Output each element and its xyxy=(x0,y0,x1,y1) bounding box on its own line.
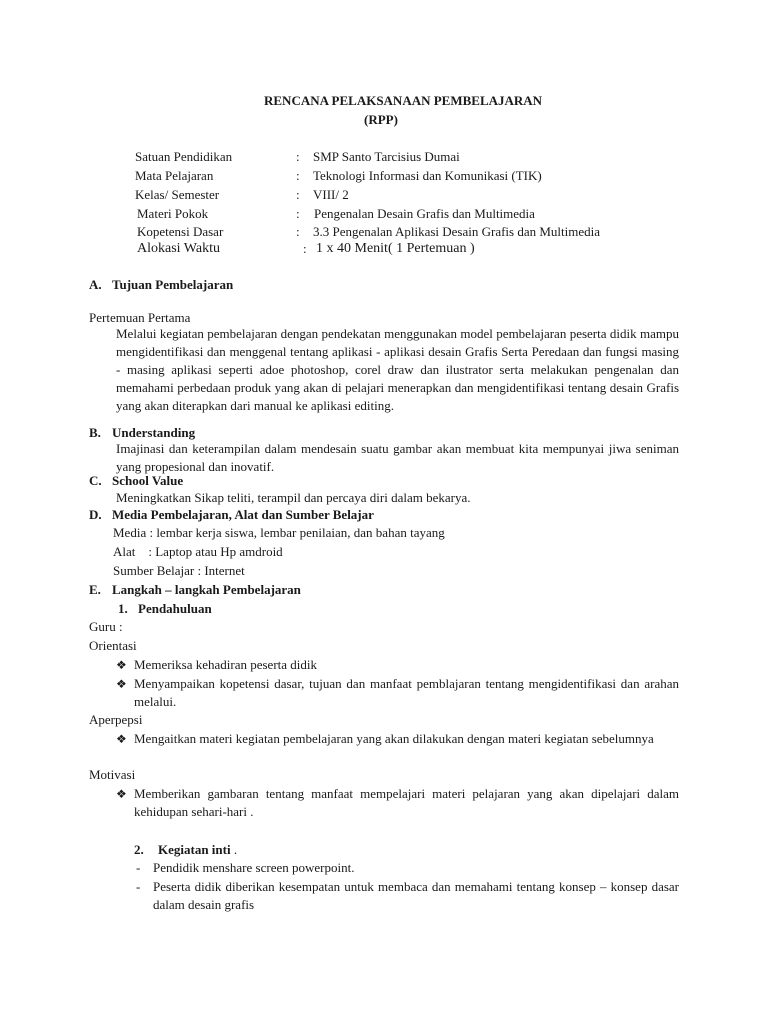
section-c-body: Meningkatkan Sikap teliti, terampil dan percaya diri dalam bekarya. xyxy=(116,490,471,505)
section-d-heading: Media Pembelajaran, Alat dan Sumber Belajar xyxy=(112,507,374,522)
identity-label: Kopetensi Dasar xyxy=(137,224,224,239)
identity-colon: : xyxy=(296,187,300,202)
section-a-sub: Pertemuan Pertama xyxy=(89,310,191,325)
section-c-heading: School Value xyxy=(112,473,184,488)
section-a-letter: A. xyxy=(89,277,102,292)
step2-suffix: . xyxy=(230,842,238,857)
aperpepsi-label: Aperpepsi xyxy=(89,712,143,727)
section-a-body: Melalui kegiatan pembelajaran dengan pendekatan menggunakan model pembelajaran peserta didik mampu mengidentifikasi dan menggenal tentang aplikasi - aplikasi desain Grafis Serta Peredaan dan fungsi masing - masing aplikasi seperti adoe photoshop, corel draw dan ilustrator serta melakukan pengenalan dan memahami perbedaan produk yang akan di pelajari menerapkan dan mengidentifikasi tentang desain Grafis yang akan diterapkan dari manual ke aplikasi editing. xyxy=(116,326,679,413)
inti-item: Pendidik menshare screen powerpoint. xyxy=(153,860,355,875)
identity-value: Pengenalan Desain Grafis dan Multimedia xyxy=(314,206,535,221)
document-subtitle: (RPP) xyxy=(364,112,398,127)
motivasi-label: Motivasi xyxy=(89,767,136,782)
section-e-heading: Langkah – langkah Pembelajaran xyxy=(112,582,301,597)
step2-title-wrap xyxy=(158,841,237,859)
step2-title: Kegiatan inti xyxy=(158,842,231,857)
section-b-letter: B. xyxy=(89,425,101,440)
dash-bullet: - xyxy=(136,860,141,875)
section-d-alat: Alat : Laptop atau Hp amdroid xyxy=(113,544,283,559)
section-a-heading: Tujuan Pembelajaran xyxy=(112,277,234,292)
orientasi-item: Memeriksa kehadiran peserta didik xyxy=(134,657,318,672)
dash-bullet: - xyxy=(136,879,141,894)
diamond-bullet-icon: ❖ xyxy=(116,787,127,801)
identity-value: VIII/ 2 xyxy=(313,187,349,202)
diamond-bullet-icon: ❖ xyxy=(116,658,127,672)
step2-number: 2. xyxy=(134,842,144,857)
aperpepsi-item: Mengaitkan materi kegiatan pembelajaran yang akan dilakukan dengan materi kegiatan sebelumnya xyxy=(134,731,654,746)
inti-item: Peserta didik diberikan kesempatan untuk membaca dan memahami tentang konsep – konsep dasar dalam desain grafis xyxy=(153,879,679,912)
identity-colon: : xyxy=(296,149,300,164)
section-d-sumber: Sumber Belajar : Internet xyxy=(113,563,245,578)
orientasi-item: Menyampaikan kopetensi dasar, tujuan dan manfaat pemblajaran tentang mengidentifikasi dan arahan melalui. xyxy=(134,676,679,709)
section-b-heading: Understanding xyxy=(112,425,196,440)
motivasi-item: Memberikan gambaran tentang manfaat mempelajari materi pelajaran yang akan dipelajari dalam kehidupan sehari-hari . xyxy=(134,786,679,819)
orientasi-label: Orientasi xyxy=(89,638,137,653)
section-d-media: Media : lembar kerja siswa, lembar penilaian, dan bahan tayang xyxy=(113,525,445,540)
identity-value: 1 x 40 Menit( 1 Pertemuan ) xyxy=(316,241,475,256)
guru-label: Guru : xyxy=(89,619,123,634)
identity-colon: : xyxy=(296,168,300,183)
identity-label: Mata Pelajaran xyxy=(135,168,214,183)
identity-label: Kelas/ Semester xyxy=(135,187,220,202)
section-e-letter: E. xyxy=(89,582,101,597)
section-b-body: Imajinasi dan keterampilan dalam mendesain suatu gambar akan membuat kita mempunyai jiwa seniman yang propesional dan inovatif. xyxy=(116,441,679,474)
identity-colon: : xyxy=(296,224,300,239)
section-d-letter: D. xyxy=(89,507,102,522)
section-c-letter: C. xyxy=(89,473,102,488)
identity-label: Satuan Pendidikan xyxy=(135,149,233,164)
identity-label: Materi Pokok xyxy=(137,206,209,221)
step1-title: Pendahuluan xyxy=(138,601,212,616)
step1-number: 1. xyxy=(118,601,128,616)
identity-value: Teknologi Informasi dan Komunikasi (TIK) xyxy=(313,168,542,183)
diamond-bullet-icon: ❖ xyxy=(116,677,127,691)
identity-colon: : xyxy=(296,206,300,221)
identity-value: SMP Santo Tarcisius Dumai xyxy=(313,149,460,164)
identity-colon: : xyxy=(303,241,307,256)
identity-label: Alokasi Waktu xyxy=(137,241,220,256)
diamond-bullet-icon: ❖ xyxy=(116,732,127,746)
identity-value: 3.3 Pengenalan Aplikasi Desain Grafis dan Multimedia xyxy=(313,224,601,239)
document-title: RENCANA PELAKSANAAN PEMBELAJARAN xyxy=(264,93,543,108)
